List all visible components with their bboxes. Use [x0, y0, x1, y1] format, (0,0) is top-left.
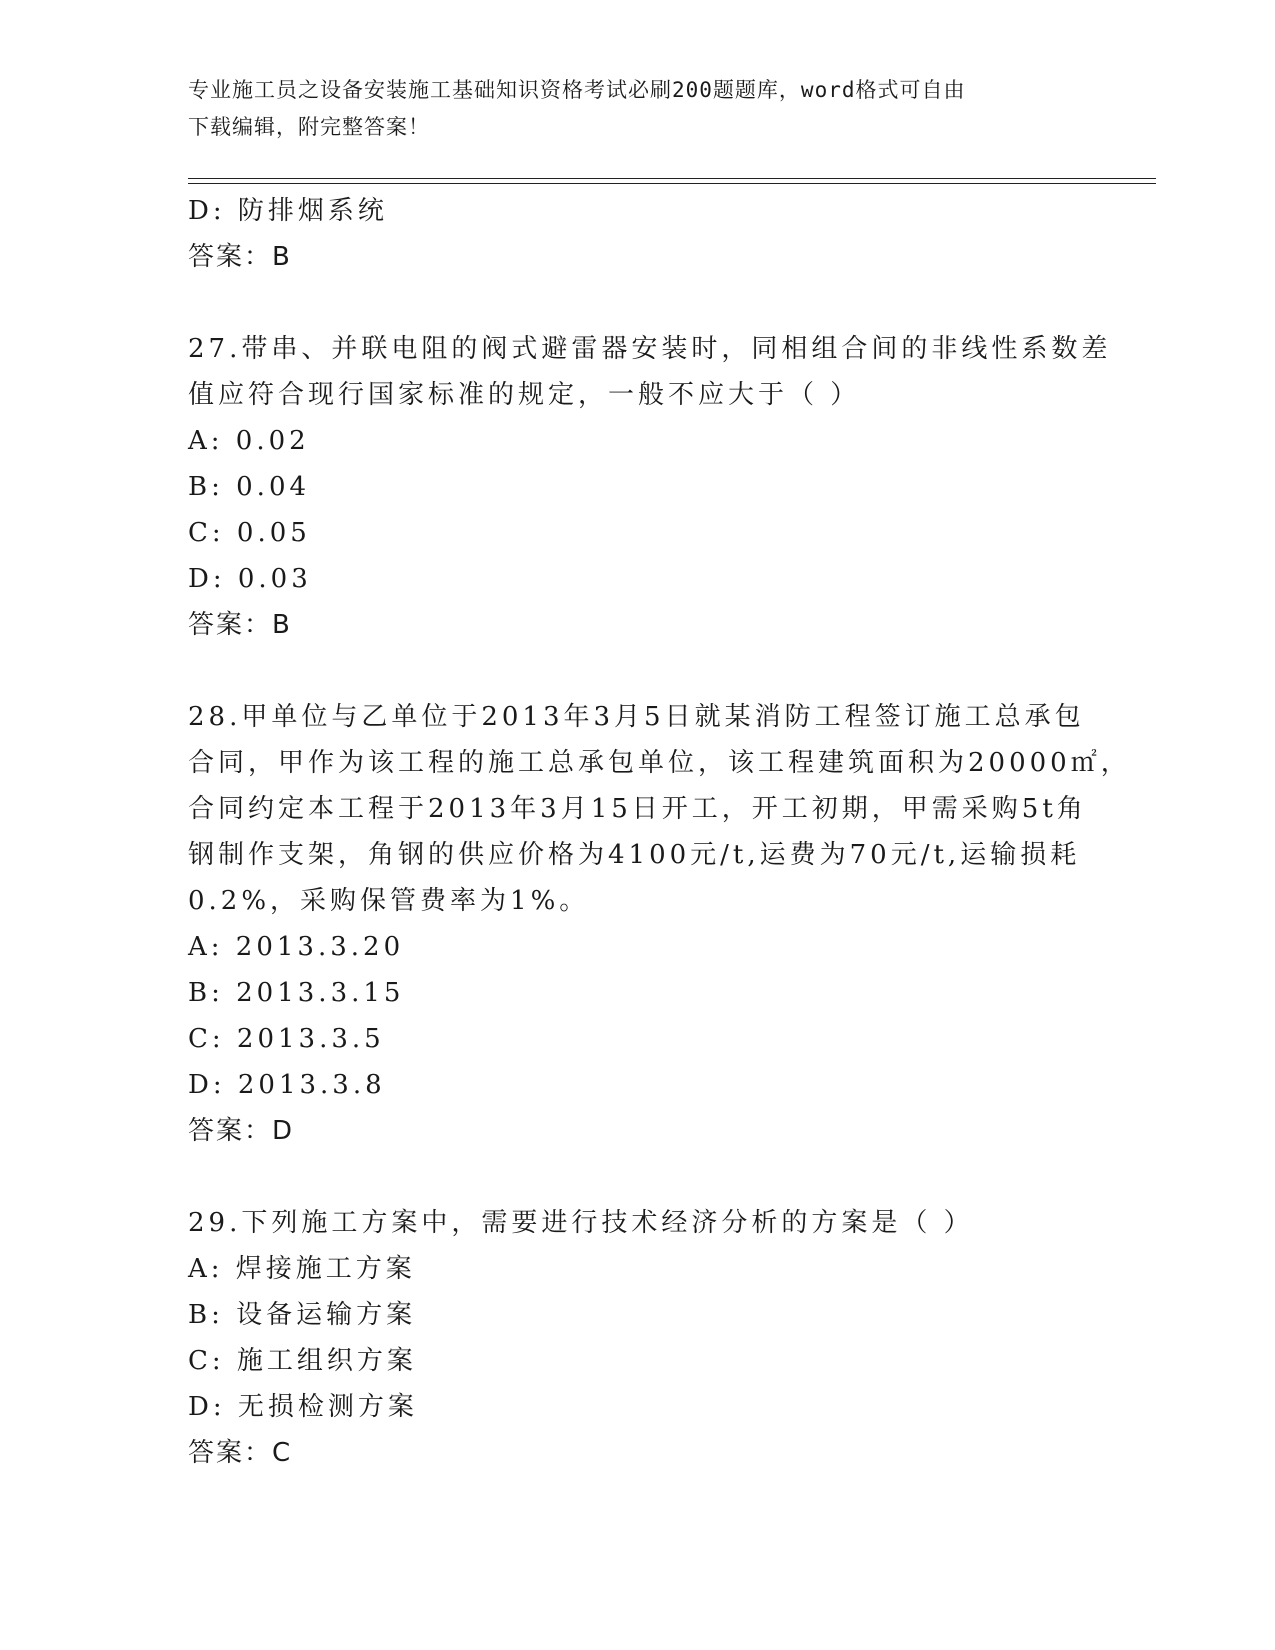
question-stem	[188, 1200, 1088, 1246]
answer-line: 答案：D	[188, 1116, 295, 1146]
option-a: A: 0.02	[188, 426, 310, 456]
option-d: D: 0.03	[188, 564, 312, 594]
option-b: B: 2013.3.15	[188, 978, 405, 1008]
option-b: B: 0.04	[188, 472, 311, 502]
stem-line: 28.甲单位与乙单位于2013年3月5日就某消防工程签订施工总承包	[188, 702, 1085, 732]
option-b: B: 设备运输方案	[188, 1300, 417, 1330]
option-d: D: 无损检测方案	[188, 1392, 418, 1422]
spacer	[188, 280, 1088, 326]
header-title-line-2: 下载编辑，附完整答案！	[188, 115, 430, 139]
document-header	[188, 72, 1088, 146]
question-29	[188, 1200, 1088, 1476]
spacer	[188, 648, 1088, 694]
stem-line: 合同，甲作为该工程的施工总承包单位，该工程建筑面积为20000㎡，	[188, 748, 1131, 778]
header-divider-top	[188, 178, 1156, 179]
answer-line: 答案：B	[188, 242, 292, 272]
question-28	[188, 694, 1131, 1154]
option-a: A: 2013.3.20	[188, 932, 405, 962]
stem-line: 钢制作支架，角钢的供应价格为4100元/t,运费为70元/t,运输损耗	[188, 840, 1081, 870]
option-c: C: 2013.3.5	[188, 1024, 385, 1054]
spacer	[188, 1154, 1088, 1200]
stem-line: 合同约定本工程于2013年3月15日开工，开工初期，甲需采购5t角	[188, 794, 1087, 824]
prev-question	[188, 188, 1088, 280]
question-list	[188, 188, 1131, 1476]
answer-line: 答案：B	[188, 610, 292, 640]
option-c: C: 0.05	[188, 518, 311, 548]
option-c: C: 施工组织方案	[188, 1346, 417, 1376]
stem-line: 0.2%，采购保管费率为1%。	[188, 886, 590, 916]
question-27	[188, 326, 1112, 648]
option-a: A: 焊接施工方案	[188, 1254, 416, 1284]
question-stem	[188, 326, 1112, 418]
option-d: D: 2013.3.8	[188, 1070, 386, 1100]
stem-line: 27.带串、并联电阻的阀式避雷器安装时，同相组合间的非线性系数差	[188, 334, 1112, 364]
option-d: D: 防排烟系统	[188, 196, 388, 226]
stem-line: 29.下列施工方案中，需要进行技术经济分析的方案是（ ）	[188, 1208, 974, 1238]
question-stem	[188, 694, 1131, 924]
answer-line: 答案：C	[188, 1438, 293, 1468]
header-divider-bottom	[188, 183, 1156, 184]
header-title-line-1: 专业施工员之设备安装施工基础知识资格考试必刷200题题库，word格式可自由	[188, 78, 966, 102]
stem-line: 值应符合现行国家标准的规定，一般不应大于（ ）	[188, 380, 861, 410]
